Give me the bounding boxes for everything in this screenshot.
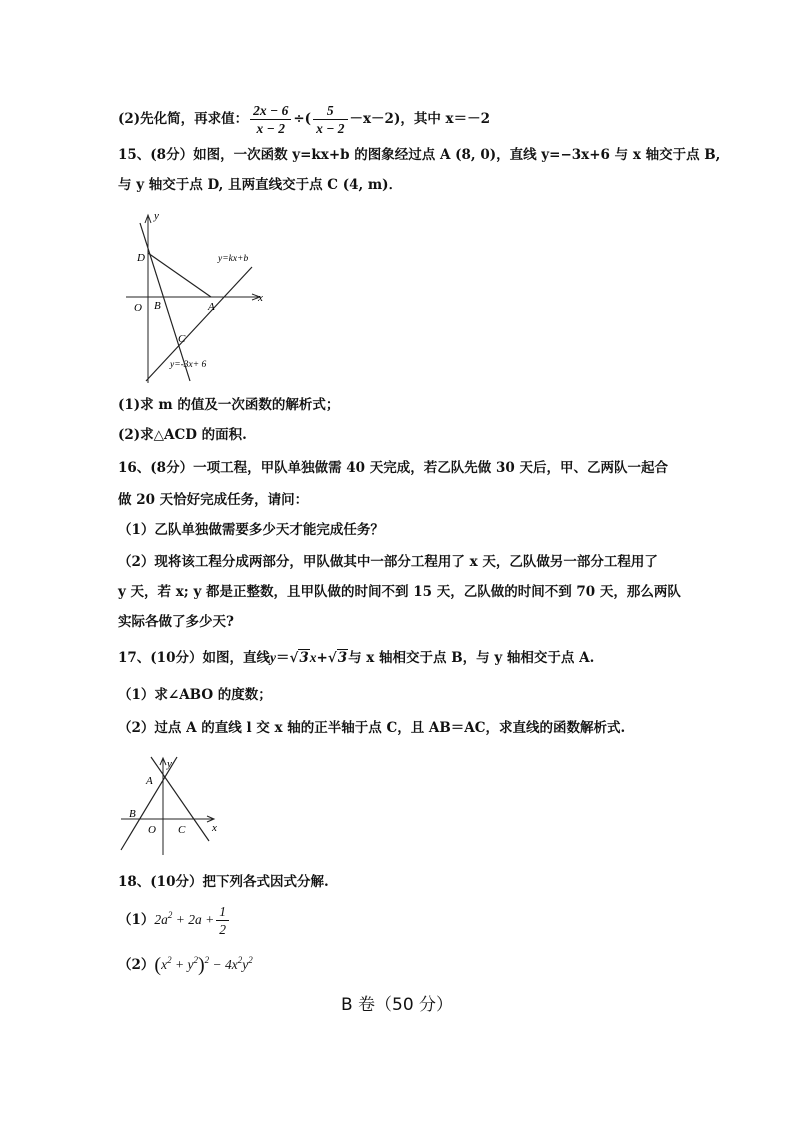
p17-suffix: 与 x 轴相交于点 B，与 y 轴相交于点 A. [348, 650, 595, 666]
fraction-1-numerator: 2x − 6 [250, 102, 291, 120]
divide-sign: ÷( [293, 111, 312, 127]
p18-q2-open-paren: ( [154, 954, 162, 976]
problem-16-line1: 16、(8分）一项工程，甲队单独做需 40 天完成，若乙队先做 30 天后，甲、乙两队一起合 [118, 460, 668, 476]
p18-q2-minus-4x: − 4x [209, 957, 238, 972]
fraction-1-denominator: x − 2 [256, 121, 285, 136]
fig17-origin-label: O [148, 824, 156, 836]
p17-prefix: 17、(10分）如图，直线 [118, 650, 270, 666]
sqrt-3-second-value: 3 [337, 650, 348, 666]
p18-q2-sup-d: 2 [237, 955, 243, 965]
p18-q1-fraction [216, 903, 229, 938]
problem-17-q1: （1）求∠ABO 的度数； [118, 687, 272, 703]
problem-16-q2-line1: （2）现将该工程分成两部分，甲队做其中一部分工程用了 x 天，乙队做另一部分工程用了 [118, 554, 658, 570]
fig15-point-a: A [208, 301, 215, 313]
problem-16-line2: 做 20 天恰好完成任务，请问： [118, 492, 309, 508]
fig17-x-label: x [212, 822, 217, 834]
p17-eq-sign: ＝ [275, 650, 290, 666]
problem-18-q1 [118, 903, 231, 938]
part2-prefix: (2)先化简，再求值： [118, 111, 249, 127]
problem-15-line2: 与 y 轴交于点 D, 且两直线交于点 C (4, m)． [118, 177, 403, 193]
p17-eq-y: y [269, 650, 276, 665]
p18-q2-y: y [242, 957, 249, 972]
sqrt-3-first: √3 [289, 650, 309, 666]
p18-q1-expr-a: 2a [154, 912, 168, 927]
fraction-2 [313, 102, 347, 137]
problem-17-q2: （2）过点 A 的直线 l 交 x 轴的正半轴于点 C，且 AB＝AC，求直线的函数解析式. [118, 720, 626, 736]
p18-q2-plus-y: + y [171, 957, 194, 972]
fig15-origin-label: O [134, 302, 142, 314]
problem-15-line1: 15、(8分）如图，一次函数 y=kx+b 的图象经过点 A (8, 0)，直线 y=−3x+6 与 x 轴交于点 B, [118, 147, 721, 163]
problem-16-q2-line3: 实际各做了多少天? [118, 614, 234, 630]
problem-15-q1: (1)求 m 的值及一次函数的解析式； [118, 397, 340, 413]
fig15-x-label: x [258, 292, 263, 304]
problem-14-part2 [118, 102, 490, 137]
fig15-line-label-neg3x6: y=-3x+ 6 [170, 360, 207, 370]
fig17-point-c: C [178, 824, 186, 836]
p18-q2-x: x [161, 957, 168, 972]
fig15-y-label: y [154, 210, 159, 222]
p18-q2-sup-e: 2 [248, 955, 253, 965]
fig17-y-label: y [167, 758, 172, 770]
fig17-point-b: B [129, 808, 136, 820]
fig15-line-label-kxb: y=kx+b [218, 254, 249, 264]
p18-q2-sup-b: 2 [193, 955, 198, 965]
p18-q1-frac-num: 1 [216, 903, 229, 921]
p18-q2-sup-a: 2 [167, 955, 172, 965]
fig15-point-c: C [178, 333, 186, 345]
p17-eq-x: x [309, 650, 317, 665]
fraction-2-numerator: 5 [313, 102, 347, 120]
fig15-point-b: B [154, 300, 161, 312]
part2-tail: －x－2)，其中 x＝－2 [349, 111, 490, 127]
sqrt-3-second: √3 [327, 650, 348, 666]
fraction-1 [250, 102, 291, 137]
p18-q1-frac-den: 2 [219, 922, 227, 937]
fraction-2-denominator: x − 2 [316, 121, 345, 136]
figure-15 [118, 205, 278, 390]
figure-17 [115, 755, 230, 860]
problem-17-line1 [118, 648, 594, 668]
problem-15-q2: (2)求△ACD 的面积. [118, 427, 247, 443]
p18-q2-label: （2） [118, 957, 155, 973]
problem-16-q2-line2: y 天，若 x; y 都是正整数，且甲队做的时间不到 15 天，乙队做的时间不到 70 天，那么两队 [118, 584, 681, 600]
fig15-point-d: D [137, 252, 145, 264]
p18-q2-close-paren: ) [197, 954, 205, 976]
problem-18-q2 [118, 950, 253, 975]
p18-q1-label: （1） [118, 912, 155, 928]
p17-eq-plus: + [316, 650, 328, 666]
problem-18-title: 18、(10分）把下列各式因式分解. [118, 874, 329, 890]
sqrt-3-first-value: 3 [299, 650, 309, 666]
p18-q1-sup: 2 [167, 910, 173, 920]
p18-q2-sup-c: 2 [204, 955, 210, 965]
p18-q1-expr-b: + 2a + [172, 912, 215, 927]
fig17-point-a: A [146, 775, 153, 787]
problem-16-q1: （1）乙队单独做需要多少天才能完成任务？ [118, 522, 384, 538]
section-b-title: B 卷（50 分） [340, 995, 454, 1015]
